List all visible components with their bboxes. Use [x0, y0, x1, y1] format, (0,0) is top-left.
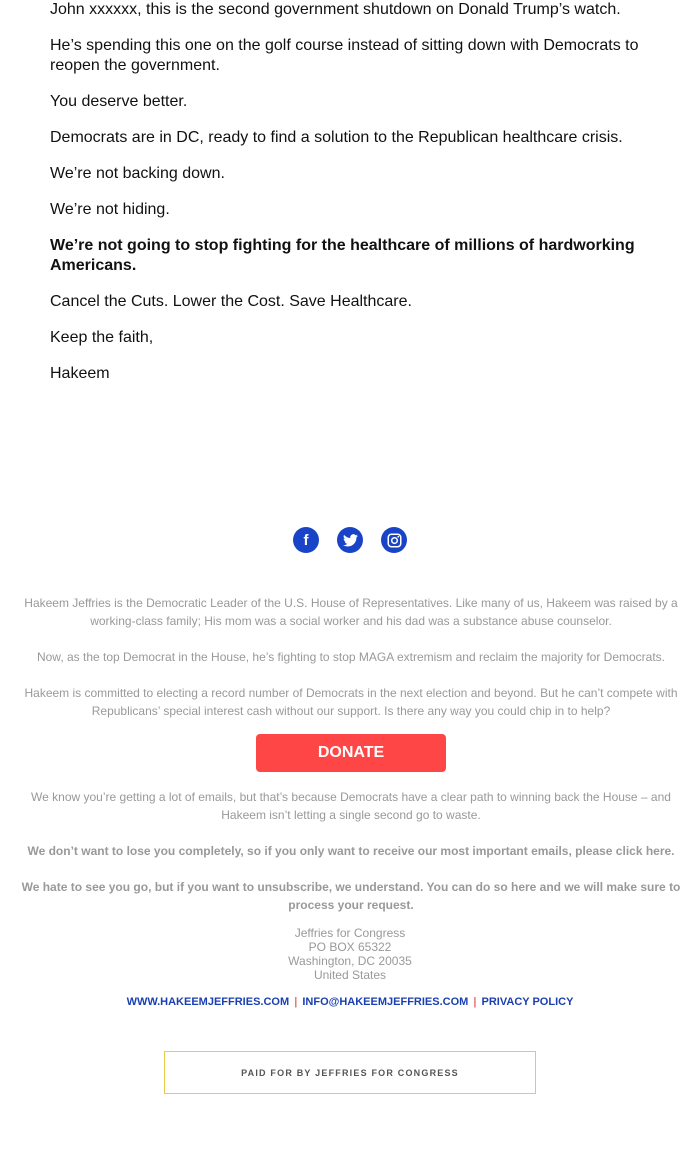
- donate-button[interactable]: DONATE: [256, 734, 446, 772]
- email-link[interactable]: INFO@HAKEEMJEFFRIES.COM: [302, 996, 469, 1008]
- body-paragraph: We’re not hiding.: [50, 201, 170, 218]
- footer: [20, 594, 682, 932]
- separator: |: [473, 996, 477, 1008]
- paid-for-disclaimer: PAID FOR BY JEFFRIES FOR CONGRESS: [164, 1051, 536, 1094]
- address-line: Washington, DC 20035: [288, 954, 412, 968]
- unsubscribe-link[interactable]: We hate to see you go, but if you want to unsubscribe, we understand. You can do so here and we will make sure to process your request.: [21, 880, 681, 912]
- address-line: United States: [313, 968, 387, 982]
- body-paragraph: We’re not backing down.: [50, 165, 225, 182]
- body-paragraph: Democrats are in DC, ready to find a solution to the Republican healthcare crisis.: [50, 129, 623, 146]
- reduce-emails-link[interactable]: We don’t want to lose you completely, so if you only want to receive our most important emails, please click here.: [27, 844, 675, 858]
- privacy-policy-link[interactable]: PRIVACY POLICY: [481, 996, 574, 1008]
- sign-off: Keep the faith,: [50, 329, 154, 346]
- twitter-icon[interactable]: [337, 527, 363, 553]
- footer-text: We know you’re getting a lot of emails, but that’s because Democrats have a clear path to winning back the House – and Hakeem isn’t letting a single second go to waste.: [31, 790, 671, 822]
- body-paragraph: He’s spending this one on the golf course instead of sitting down with Democrats to reopen the government.: [50, 37, 639, 74]
- address-line: Jeffries for Congress: [294, 926, 406, 940]
- address-line: PO BOX 65322: [308, 940, 392, 954]
- instagram-icon[interactable]: [381, 527, 407, 553]
- body-paragraph: Cancel the Cuts. Lower the Cost. Save Healthcare.: [50, 293, 412, 310]
- email-body: [50, 0, 660, 400]
- greeting: John xxxxxx, this is the second government shutdown on Donald Trump’s watch.: [50, 1, 621, 18]
- separator: |: [294, 996, 298, 1008]
- website-link[interactable]: WWW.HAKEEMJEFFRIES.COM: [126, 996, 290, 1008]
- mailing-address: [0, 926, 700, 982]
- body-paragraph-bold: We’re not going to stop fighting for the healthcare of millions of hardworking Americans.: [50, 237, 635, 274]
- footer-bio: Hakeem Jeffries is the Democratic Leader of the U.S. House of Representatives. Like many of us, Hakeem was raised by a working-class family; His mom was a social worker and his dad was a substance abuse counselor.: [24, 596, 678, 628]
- body-paragraph: You deserve better.: [50, 93, 188, 110]
- footer-text: Hakeem is committed to electing a record number of Democrats in the next election and beyond. But he can’t compete with Republicans’ special interest cash without our support. Is there any way you could chip in to help?: [24, 686, 678, 718]
- social-links: [0, 527, 700, 553]
- facebook-icon[interactable]: f: [293, 527, 319, 553]
- footer-links: [0, 996, 700, 1008]
- signature: Hakeem: [50, 365, 110, 382]
- footer-text: Now, as the top Democrat in the House, he’s fighting to stop MAGA extremism and reclaim the majority for Democrats.: [36, 650, 666, 664]
